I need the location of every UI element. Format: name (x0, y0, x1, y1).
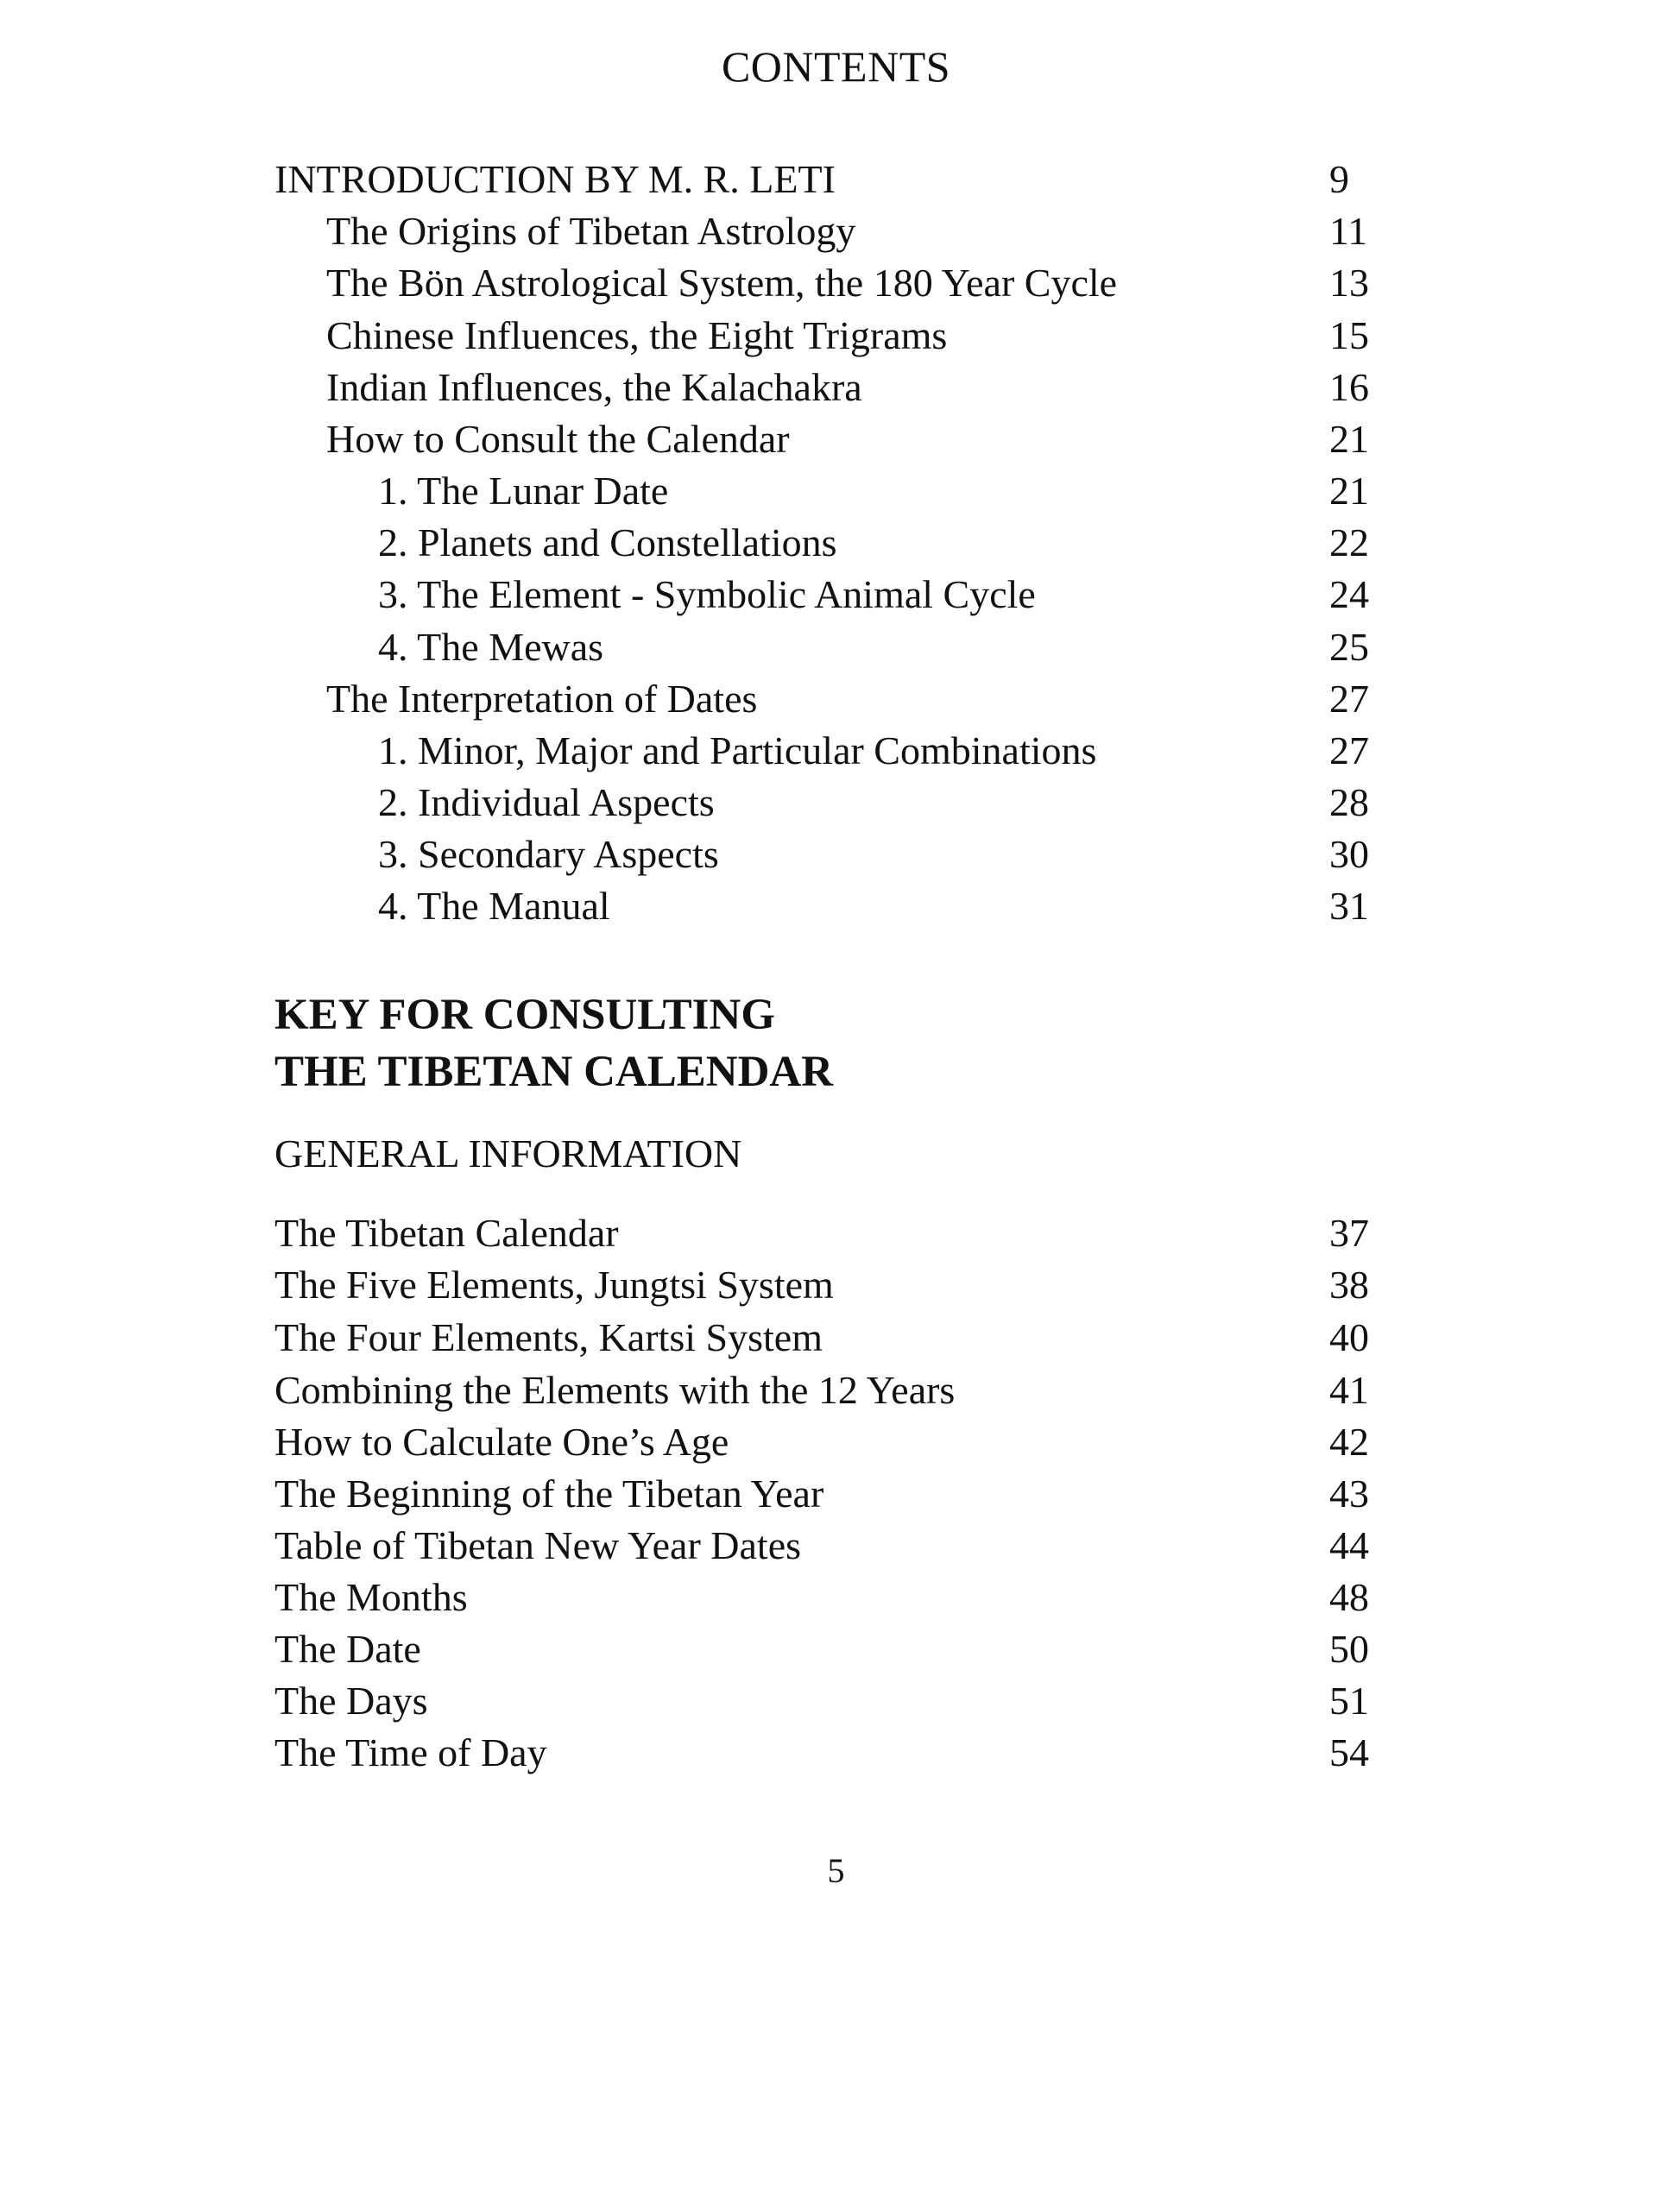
toc-entry-title: Combining the Elements with the 12 Years (274, 1368, 956, 1412)
toc-entry[interactable] (0, 1364, 1672, 1417)
toc-entry-title: The Four Elements, Kartsi System (274, 1315, 823, 1359)
toc-entry-title: 3. Secondary Aspects (378, 832, 719, 876)
toc-entry-page: 43 (1329, 1472, 1369, 1516)
toc-entry-page: 9 (1329, 157, 1349, 201)
toc-entry-page: 30 (1329, 832, 1369, 876)
toc-entry-page: 15 (1329, 313, 1369, 357)
toc-entry-title: The Time of Day (274, 1730, 547, 1774)
toc-entry[interactable] (0, 1415, 1672, 1469)
toc-entry-title: The Bön Astrological System, the 180 Year Cycle (326, 261, 1118, 305)
toc-entry[interactable] (0, 1571, 1672, 1624)
toc-entry[interactable] (0, 1207, 1672, 1260)
toc-entry-title: The Date (274, 1627, 421, 1671)
toc-entry-title: 4. The Manual (378, 884, 610, 928)
toc-entry-page: 21 (1329, 417, 1369, 461)
toc-entry-title: INTRODUCTION BY M. R. LETI (274, 157, 836, 201)
toc-entry-title: The Interpretation of Dates (326, 677, 758, 721)
toc-entry-title: The Tibetan Calendar (274, 1211, 619, 1255)
toc-entry-title: 4. The Mewas (378, 625, 604, 669)
toc-entry-page: 25 (1329, 625, 1369, 669)
toc-entry-page: 28 (1329, 780, 1369, 824)
toc-entry[interactable] (0, 724, 1672, 778)
toc-entry[interactable] (0, 309, 1672, 362)
toc-entry-title: 1. Minor, Major and Particular Combinations (378, 728, 1097, 772)
toc-entry[interactable] (0, 361, 1672, 414)
toc-entry[interactable] (0, 1726, 1672, 1780)
toc-entry-title: The Days (274, 1679, 428, 1723)
toc-entry[interactable] (0, 464, 1672, 518)
toc-entry[interactable] (0, 516, 1672, 570)
toc-entry[interactable] (0, 1519, 1672, 1572)
toc-entry[interactable] (0, 413, 1672, 466)
toc-entry[interactable] (0, 568, 1672, 621)
toc-entry[interactable] (0, 672, 1672, 726)
toc-entry[interactable] (0, 153, 1672, 206)
toc-entry-page: 48 (1329, 1575, 1369, 1619)
toc-entry-title: The Beginning of the Tibetan Year (274, 1472, 824, 1516)
section-heading: KEY FOR CONSULTING (274, 991, 776, 1039)
toc-entry[interactable] (0, 256, 1672, 310)
section-heading: THE TIBETAN CALENDAR (274, 1048, 834, 1096)
toc-entry-title: Table of Tibetan New Year Dates (274, 1523, 802, 1567)
toc-entry[interactable] (0, 1311, 1672, 1364)
toc-entry-page: 16 (1329, 365, 1369, 409)
toc-entry-title: Chinese Influences, the Eight Trigrams (326, 313, 948, 357)
toc-entry-title: The Origins of Tibetan Astrology (326, 209, 856, 253)
toc-entry-title: How to Consult the Calendar (326, 417, 790, 461)
toc-entry-page: 41 (1329, 1368, 1369, 1412)
toc-entry[interactable] (0, 828, 1672, 881)
toc-entry-title: 2. Planets and Constellations (378, 520, 837, 564)
toc-entry-page: 13 (1329, 261, 1369, 305)
toc-entry[interactable] (0, 776, 1672, 829)
toc-entry-page: 31 (1329, 884, 1369, 928)
toc-entry-page: 38 (1329, 1263, 1369, 1307)
toc-entry[interactable] (0, 1258, 1672, 1312)
toc-entry-page: 27 (1329, 728, 1369, 772)
toc-entry-title: Indian Influences, the Kalachakra (326, 365, 862, 409)
page-number: 5 (827, 1851, 845, 1890)
toc-entry-page: 40 (1329, 1315, 1369, 1359)
toc-entry-page: 37 (1329, 1211, 1369, 1255)
toc-entry-page: 51 (1329, 1679, 1369, 1723)
toc-entry[interactable] (0, 1674, 1672, 1728)
toc-entry[interactable] (0, 1623, 1672, 1676)
toc-entry-title: The Five Elements, Jungtsi System (274, 1263, 834, 1307)
toc-entry-title: 3. The Element - Symbolic Animal Cycle (378, 572, 1036, 616)
toc-entry-page: 21 (1329, 469, 1369, 513)
toc-entry-page: 22 (1329, 520, 1369, 564)
toc-entry-page: 50 (1329, 1627, 1369, 1671)
toc-entry-page: 27 (1329, 677, 1369, 721)
toc-entry-title: How to Calculate One’s Age (274, 1420, 729, 1464)
toc-entry-title: 2. Individual Aspects (378, 780, 715, 824)
toc-entry-title: The Months (274, 1575, 468, 1619)
toc-entry[interactable] (0, 205, 1672, 258)
toc-entry[interactable] (0, 879, 1672, 933)
toc-entry-page: 24 (1329, 572, 1369, 616)
page-title: CONTENTS (721, 42, 951, 91)
toc-entry-title: 1. The Lunar Date (378, 469, 669, 513)
toc-entry-page: 11 (1329, 209, 1368, 253)
section-subheading: GENERAL INFORMATION (274, 1131, 742, 1175)
toc-entry[interactable] (0, 1467, 1672, 1521)
toc-entry-page: 54 (1329, 1730, 1369, 1774)
toc-entry-page: 42 (1329, 1420, 1369, 1464)
toc-entry[interactable] (0, 621, 1672, 674)
toc-entry-page: 44 (1329, 1523, 1369, 1567)
